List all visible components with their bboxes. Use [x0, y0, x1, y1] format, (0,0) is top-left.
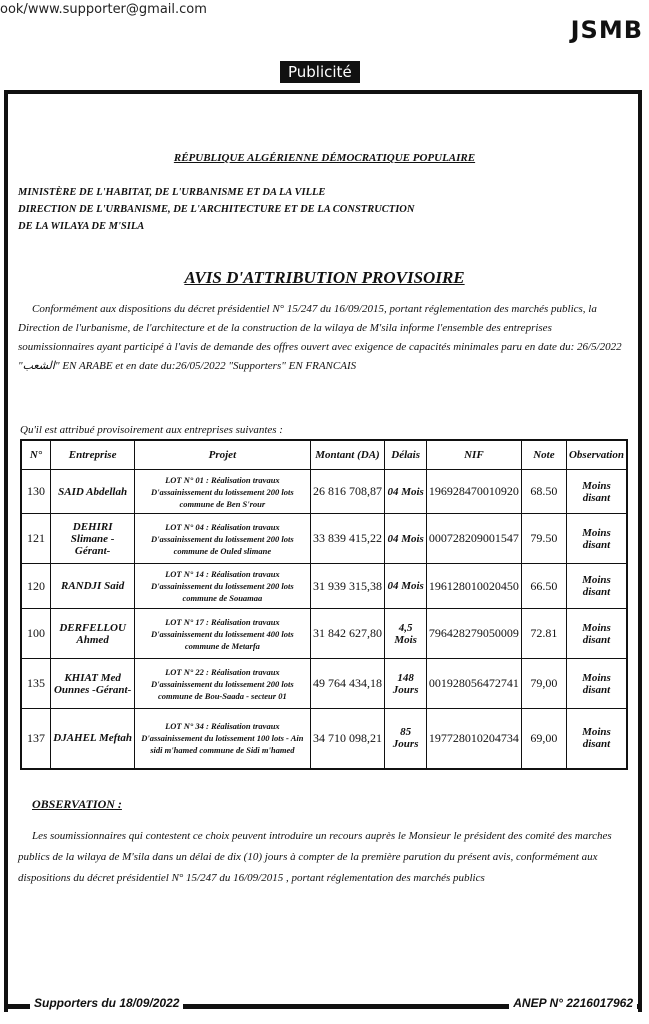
intro-text: Conformément aux dispositions du décret présidentiel N° 15/247 du 16/09/2015, portant réglementation des marchés publics, la Direction de l'urbanisme, de l'architecture et de la construction de la wilaya de M'sila informe l'ensemble des entreprises soumissionnaires ayant participé à l'avis de demande des offres ouvert avec exigence de capacités minimales paru en date du: 26/5/2022 "الشعب" EN ARABE et en date du:26/05/2022 "Supporters" EN FRANCAIS [18, 303, 622, 372]
row-number: 137 [21, 709, 51, 769]
amount: 31 842 627,80 [310, 609, 385, 659]
col-header: Montant (DA) [310, 440, 385, 470]
score: 79.50 [521, 514, 566, 564]
col-header: Délais [385, 440, 426, 470]
col-header: NIF [426, 440, 521, 470]
observation: Moins disant [566, 709, 627, 769]
footer-anep-number: ANEP N° 2216017962 [509, 996, 637, 1010]
table-row [21, 709, 627, 769]
footer-publication: Supporters du 18/09/2022 [30, 996, 183, 1010]
ministry-line: DIRECTION DE L'URBANISME, DE L'ARCHITECTURE ET DE LA CONSTRUCTION [18, 204, 415, 215]
nif-number: 196128010020450 [426, 564, 521, 609]
duration: 04 Mois [385, 514, 426, 564]
amount: 49 764 434,18 [310, 659, 385, 709]
notice-title: AVIS D'ATTRIBUTION PROVISOIRE [184, 268, 465, 287]
table-row [21, 659, 627, 709]
project-description: LOT N° 17 : Réalisation travaux D'assainissement du lotissement 400 lots commune de Metarfa [135, 609, 310, 659]
row-number: 100 [21, 609, 51, 659]
project-description: LOT N° 34 : Réalisation travaux D'assainissement du lotissement 100 lots - Ain sidi m'hamed commune de Sidi m'hamed [135, 709, 310, 769]
header-email: ook/www.supporter@gmail.com [0, 2, 207, 17]
row-number: 130 [21, 470, 51, 514]
enterprise-name: KHIAT Med Ounnes -Gérant- [51, 659, 135, 709]
observation-body: Les soumissionnaires qui contestent ce choix peuvent introduire un recours auprès le Monsieur le président des comité des marches publics de la wilaya de M'sila dans un délai de dix (10) jours à compter de la première parution du présent avis, conformément aux dispositions du décret présidentiel N° 15/247 du 16/09/2015 , portant réglementation des marchés publics [18, 830, 612, 884]
enterprise-name: SAID Abdellah [51, 470, 135, 514]
amount: 26 816 708,87 [310, 470, 385, 514]
duration: 04 Mois [385, 470, 426, 514]
duration: 4,5 Mois [385, 609, 426, 659]
enterprise-name: DEHIRI Slimane -Gérant- [51, 514, 135, 564]
nif-number: 001928056472741 [426, 659, 521, 709]
row-number: 120 [21, 564, 51, 609]
duration: 148 Jours [385, 659, 426, 709]
row-number: 121 [21, 514, 51, 564]
table-row [21, 470, 627, 514]
ministry-line: DE LA WILAYA DE M'SILA [18, 221, 145, 232]
table-header-row [21, 440, 627, 470]
nif-number: 196928470010920 [426, 470, 521, 514]
col-header: Observation [566, 440, 627, 470]
enterprise-name: DERFELLOU Ahmed [51, 609, 135, 659]
table-row [21, 564, 627, 609]
score: 72.81 [521, 609, 566, 659]
enterprise-name: DJAHEL Meftah [51, 709, 135, 769]
project-description: LOT N° 14 : Réalisation travaux D'assainissement du lotissement 200 lots commune de Souamaa [135, 564, 310, 609]
intro-paragraph [18, 300, 628, 376]
amount: 34 710 098,21 [310, 709, 385, 769]
section-label: Publicité [280, 61, 360, 83]
table-row [21, 514, 627, 564]
score: 66.50 [521, 564, 566, 609]
table-row [21, 609, 627, 659]
project-description: LOT N° 01 : Réalisation travaux D'assainissement du lotissement 200 lots commune de Ben S'rour [135, 470, 310, 514]
col-header: Entreprise [51, 440, 135, 470]
republic-heading: RÉPUBLIQUE ALGÉRIENNE DÉMOCRATIQUE POPULAIRE [173, 152, 476, 164]
amount: 33 839 415,22 [310, 514, 385, 564]
nif-number: 197728010204734 [426, 709, 521, 769]
observation: Moins disant [566, 470, 627, 514]
observation: Moins disant [566, 514, 627, 564]
duration: 85 Jours [385, 709, 426, 769]
ministry-block [18, 184, 414, 235]
score: 68.50 [521, 470, 566, 514]
observation: Moins disant [566, 609, 627, 659]
duration: 04 Mois [385, 564, 426, 609]
observation-text [18, 826, 628, 889]
attribution-table [20, 439, 628, 770]
lead-text: Qu'il est attribué provisoirement aux entreprises suivantes : [20, 424, 283, 436]
ministry-line: MINISTÈRE DE L'HABITAT, DE L'URBANISME ET DA LA VILLE [18, 187, 326, 198]
amount: 31 939 315,38 [310, 564, 385, 609]
project-description: LOT N° 04 : Réalisation travaux D'assainissement du lotissement 200 lots commune de Ouled slimane [135, 514, 310, 564]
row-number: 135 [21, 659, 51, 709]
enterprise-name: RANDJI Said [51, 564, 135, 609]
col-header: N° [21, 440, 51, 470]
project-description: LOT N° 22 : Réalisation travaux D'assainissement du lotissement 200 lots commune de Bou-Saada - secteur 01 [135, 659, 310, 709]
observation: Moins disant [566, 659, 627, 709]
col-header: Projet [135, 440, 310, 470]
observation: Moins disant [566, 564, 627, 609]
score: 79,00 [521, 659, 566, 709]
score: 69,00 [521, 709, 566, 769]
nif-number: 000728209001547 [426, 514, 521, 564]
col-header: Note [521, 440, 566, 470]
newspaper-logo: JSMB [570, 16, 643, 44]
nif-number: 796428279050009 [426, 609, 521, 659]
observation-heading: OBSERVATION : [32, 797, 122, 811]
